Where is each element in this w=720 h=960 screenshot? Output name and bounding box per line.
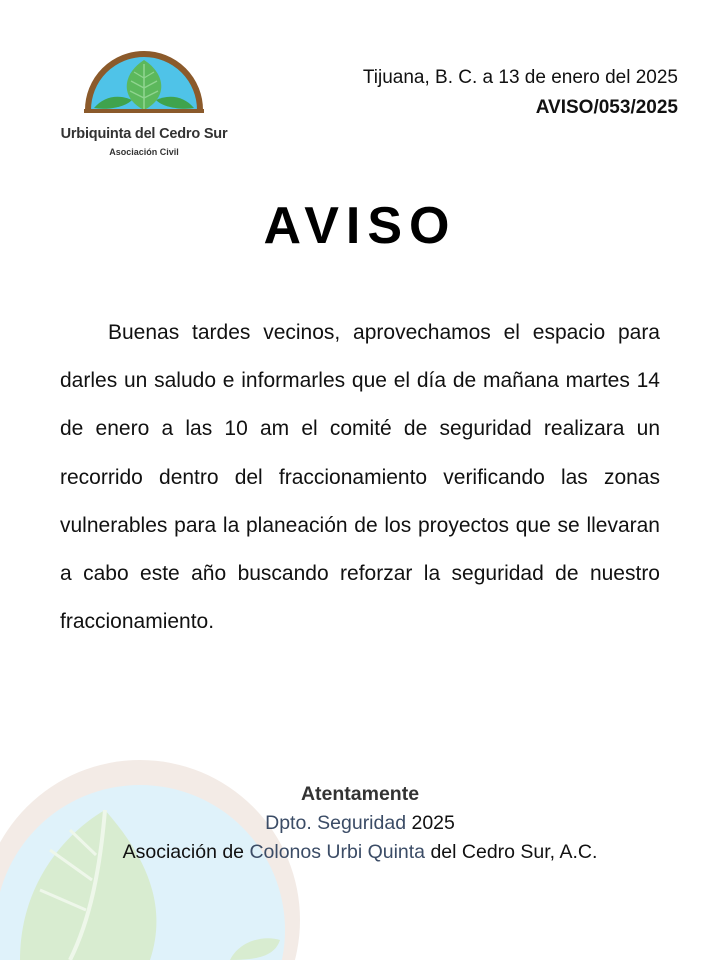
org-part-1: Asociación de: [122, 841, 250, 863]
department-line: [0, 809, 720, 838]
organization-line: [0, 838, 720, 867]
org-part-3: del Cedro Sur, A.C.: [425, 841, 598, 863]
closing-block: [0, 780, 720, 867]
leaf-logo-icon: [84, 48, 204, 128]
logo-organization-name: Urbiquinta del Cedro Sur: [60, 126, 228, 142]
department-year: 2025: [406, 812, 455, 834]
organization-logo: [52, 48, 236, 168]
notice-reference: AVISO/053/2025: [535, 97, 678, 118]
sign-off: Atentamente: [300, 783, 420, 805]
page-title: AVISO: [263, 197, 457, 255]
notice-body: Buenas tardes vecinos, aprovechamos el espacio para darles un saludo e informarles que el día de mañana martes 14 de enero a las 10 am el comité de seguridad realizara un recorrido dentro del fraccionamiento verificando las zonas vulnerables para la planeación de los proyectos que se llevaran a cabo este año buscando reforzar la seguridad de nuestro fraccionamiento.: [60, 321, 660, 634]
place-date: Tijuana, B. C. a 13 de enero del 2025: [362, 67, 678, 88]
logo-subtitle: Asociación Civil: [109, 147, 179, 157]
org-part-2: Colonos Urbi Quinta: [249, 841, 426, 863]
department-name: Dpto. Seguridad: [265, 812, 407, 834]
